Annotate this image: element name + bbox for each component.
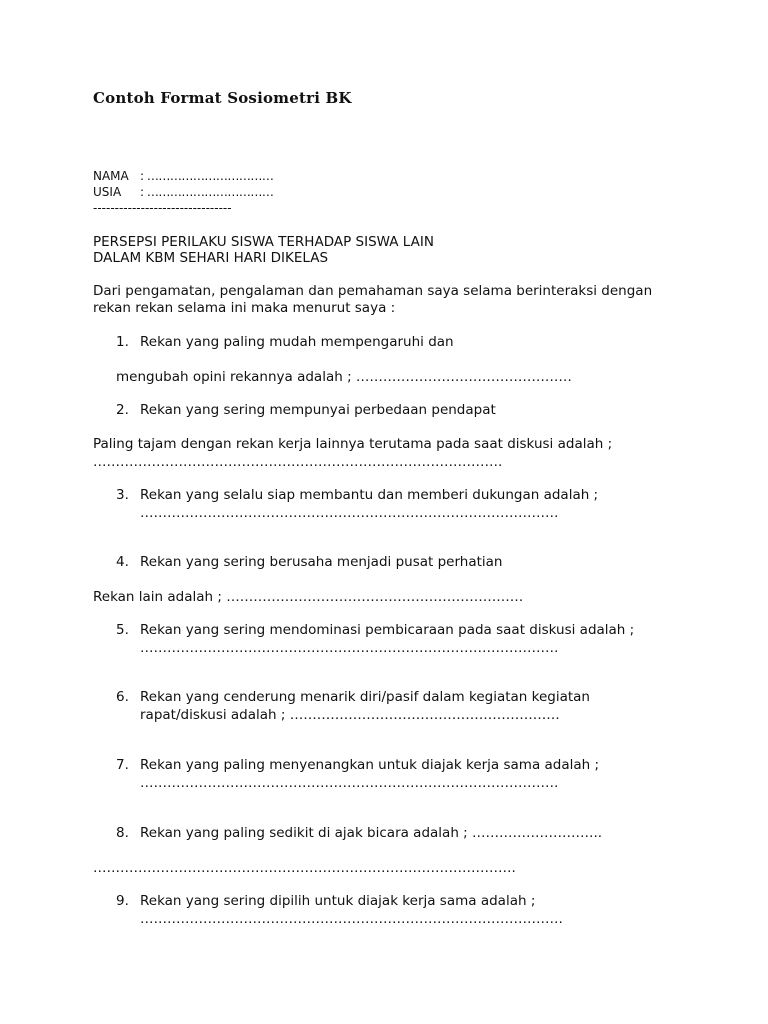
item-answer-line: mengubah opini rekannya adalah ; ………………………………………… [116,369,572,385]
list-item [116,825,602,841]
list-item [116,757,599,773]
item-answer-line: …………………………………………………………………………………. [93,860,516,876]
item-text: Rekan yang sering dipilih untuk diajak kerja sama adalah ; [140,893,536,909]
heading-line-1: PERSEPSI PERILAKU SISWA TERHADAP SISWA LAIN [93,234,434,250]
name-field [93,168,273,184]
heading-line-2: DALAM KBM SEHARI HARI DIKELAS [93,250,329,266]
item-number: 1. [116,334,129,350]
list-item [116,622,634,638]
item-text: Rekan yang paling mudah mempengaruhi dan [140,334,454,350]
item-text: Rekan yang paling menyenangkan untuk diajak kerja sama adalah ; [140,757,600,773]
item-text: Rekan yang cenderung menarik diri/pasif dalam kegiatan kegiatan [140,689,590,705]
list-item [116,402,496,418]
list-item [116,487,598,503]
item-answer-line: ………………………………………………………………………………. [93,454,503,470]
intro-line-2: rekan rekan selama ini maka menurut saya : [93,300,396,316]
item-text: Rekan yang sering mempunyai perbedaan pendapat [140,402,496,418]
item-number: 6. [116,689,129,705]
age-field [93,184,273,200]
item-answer-line: Rekan lain adalah ; ………………………………………………………… [93,589,524,605]
divider: -------------------------------- [93,201,232,215]
item-number: 2. [116,402,129,418]
item-number: 4. [116,554,129,570]
item-text: Rekan yang sering mendominasi pembicaraan pada saat diskusi adalah ; [140,622,635,638]
list-item [116,893,535,909]
item-answer-line: ………………………………………………………………………………… [140,775,559,791]
item-text: Rekan yang paling sedikit di ajak bicara adalah ; ……………………….. [140,825,603,841]
item-number: 7. [116,757,129,773]
list-item [116,689,590,705]
list-item [116,554,502,570]
item-number: 5. [116,622,129,638]
intro-line-1: Dari pengamatan, pengalaman dan pemahaman saya selama berinteraksi dengan [93,283,653,299]
name-label: NAMA [93,169,129,183]
item-continuation: Paling tajam dengan rekan kerja lainnya terutama pada saat diskusi adalah ; [93,436,613,452]
item-answer-line: …………………………………………………………………………………. [140,911,563,927]
list-item [116,334,454,350]
item-number: 9. [116,893,129,909]
item-text: Rekan yang selalu siap membantu dan memberi dukungan adalah ; [140,487,599,503]
item-number: 3. [116,487,129,503]
item-answer-line: ………………………………………………………………………………… [140,640,559,656]
item-number: 8. [116,825,129,841]
age-value: : …………………………… [140,185,274,199]
age-label: USIA [93,185,122,199]
document-title: Contoh Format Sosiometri BK [93,89,352,107]
item-answer-line: ………………………………………………………………………………… [140,505,559,521]
item-answer-line: rapat/diskusi adalah ; …………………………………………………… [140,707,560,723]
name-value: : …………………………… [140,169,274,183]
item-text: Rekan yang sering berusaha menjadi pusat perhatian [140,554,503,570]
